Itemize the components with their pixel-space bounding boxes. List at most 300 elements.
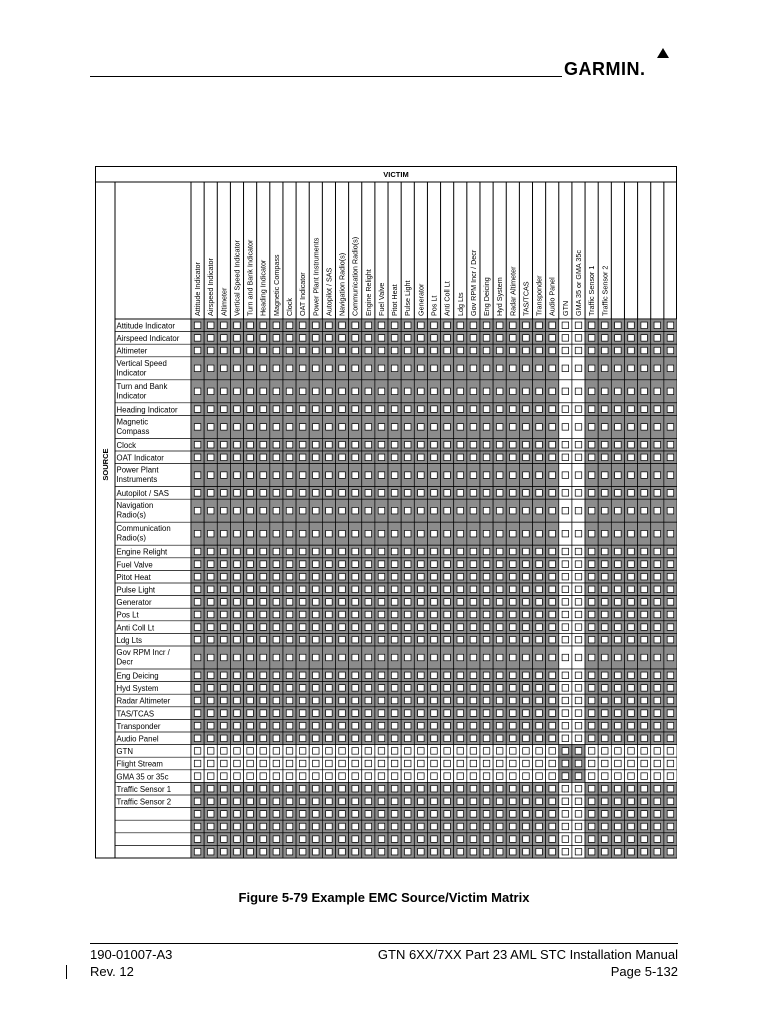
checkbox xyxy=(299,836,306,843)
checkbox xyxy=(510,773,516,780)
checkbox xyxy=(234,388,241,395)
checkbox xyxy=(641,697,648,704)
checkbox xyxy=(641,441,648,448)
checkbox xyxy=(378,811,385,818)
victim-label: Traffic Sensor 2 xyxy=(600,265,610,316)
checkbox xyxy=(207,454,214,461)
checkbox xyxy=(444,507,451,514)
checkbox xyxy=(378,472,385,479)
checkbox xyxy=(496,472,503,479)
checkbox xyxy=(588,624,595,631)
checkbox xyxy=(615,748,622,755)
checkbox xyxy=(273,722,280,729)
checkbox xyxy=(628,611,635,618)
checkbox xyxy=(194,335,201,342)
checkbox xyxy=(404,823,411,830)
garmin-logo xyxy=(564,48,676,80)
checkbox xyxy=(549,365,556,372)
checkbox xyxy=(457,490,464,497)
checkbox xyxy=(418,472,425,479)
checkbox xyxy=(247,748,254,755)
checkbox xyxy=(615,599,622,606)
checkbox xyxy=(536,454,543,461)
checkbox xyxy=(549,424,556,431)
checkbox xyxy=(523,823,530,830)
checkbox xyxy=(602,823,609,830)
checkbox xyxy=(549,347,556,354)
checkbox xyxy=(391,406,398,413)
checkbox xyxy=(667,586,674,593)
checkbox xyxy=(496,441,503,448)
checkbox xyxy=(641,424,648,431)
checkbox xyxy=(615,798,622,805)
checkbox xyxy=(483,773,490,780)
checkbox xyxy=(352,472,359,479)
victim-label: Heading Indicator xyxy=(258,259,268,316)
checkbox xyxy=(286,365,293,372)
checkbox xyxy=(299,811,306,818)
source-label: GTN xyxy=(116,747,133,757)
checkbox xyxy=(536,490,543,497)
checkbox xyxy=(470,811,477,818)
checkbox xyxy=(431,624,438,631)
checkbox xyxy=(641,836,648,843)
checkbox xyxy=(615,365,622,372)
source-label: TAS/TCAS xyxy=(116,709,155,719)
checkbox xyxy=(496,748,503,755)
checkbox xyxy=(654,811,661,818)
checkbox xyxy=(234,573,241,580)
checkbox xyxy=(234,760,241,767)
checkbox xyxy=(667,685,674,692)
checkbox xyxy=(602,573,609,580)
checkbox xyxy=(221,424,228,431)
checkbox xyxy=(365,573,372,580)
checkbox xyxy=(431,798,438,805)
checkbox xyxy=(234,424,241,431)
checkbox xyxy=(444,672,451,679)
checkbox xyxy=(378,490,385,497)
checkbox xyxy=(207,697,214,704)
checkbox xyxy=(483,548,490,555)
checkbox xyxy=(444,365,451,372)
checkbox xyxy=(431,773,438,780)
checkbox xyxy=(523,848,530,855)
checkbox xyxy=(352,586,359,593)
checkbox xyxy=(352,490,359,497)
checkbox xyxy=(615,636,622,643)
checkbox xyxy=(483,530,490,537)
checkbox xyxy=(667,785,674,792)
checkbox xyxy=(352,672,359,679)
checkbox xyxy=(536,710,543,717)
checkbox xyxy=(378,710,385,717)
victim-label: Generator xyxy=(416,283,426,316)
checkbox xyxy=(391,697,398,704)
checkbox xyxy=(470,322,477,329)
checkbox xyxy=(654,406,661,413)
checkbox xyxy=(247,573,254,580)
checkbox xyxy=(496,507,503,514)
checkbox xyxy=(326,406,333,413)
checkbox xyxy=(391,836,398,843)
checkbox xyxy=(628,823,635,830)
checkbox xyxy=(365,406,372,413)
checkbox xyxy=(628,735,635,742)
checkbox xyxy=(444,335,451,342)
checkbox xyxy=(562,406,569,413)
checkbox xyxy=(641,624,648,631)
checkbox xyxy=(602,472,609,479)
checkbox xyxy=(431,722,438,729)
checkbox xyxy=(496,811,503,818)
checkbox xyxy=(286,710,293,717)
checkbox xyxy=(523,548,530,555)
victim-label: Navigation Radio(s) xyxy=(337,252,347,316)
checkbox xyxy=(510,322,516,329)
checkbox xyxy=(562,773,569,780)
checkbox xyxy=(431,760,438,767)
checkbox xyxy=(536,624,543,631)
source-label: Clock xyxy=(116,440,136,450)
checkbox xyxy=(588,785,595,792)
checkbox xyxy=(326,322,333,329)
checkbox xyxy=(273,697,280,704)
checkbox xyxy=(562,735,569,742)
checkbox xyxy=(286,697,293,704)
checkbox xyxy=(418,697,425,704)
checkbox xyxy=(194,406,201,413)
checkbox xyxy=(313,748,320,755)
checkbox xyxy=(260,365,267,372)
checkbox xyxy=(496,798,503,805)
checkbox xyxy=(299,773,306,780)
checkbox xyxy=(523,335,530,342)
checkbox xyxy=(588,811,595,818)
checkbox xyxy=(339,335,346,342)
checkbox xyxy=(641,710,648,717)
checkbox xyxy=(470,735,477,742)
checkbox xyxy=(339,530,346,537)
checkbox xyxy=(470,836,477,843)
victim-label: Attitude Indicator xyxy=(193,262,203,316)
source-label: Engine Relight xyxy=(116,547,168,557)
checkbox xyxy=(615,441,622,448)
checkbox xyxy=(221,548,228,555)
checkbox xyxy=(588,611,595,618)
checkbox xyxy=(575,365,582,372)
checkbox xyxy=(457,335,464,342)
checkbox xyxy=(457,472,464,479)
checkbox xyxy=(286,548,293,555)
checkbox xyxy=(615,472,622,479)
checkbox xyxy=(418,654,425,661)
checkbox xyxy=(326,748,333,755)
checkbox xyxy=(247,454,254,461)
checkbox xyxy=(654,388,661,395)
checkbox xyxy=(247,848,254,855)
checkbox xyxy=(339,722,346,729)
checkbox xyxy=(641,530,648,537)
checkbox xyxy=(352,836,359,843)
checkbox xyxy=(378,406,385,413)
checkbox xyxy=(299,636,306,643)
source-label: Fuel Valve xyxy=(116,560,153,570)
checkbox xyxy=(326,454,333,461)
checkbox xyxy=(536,773,543,780)
checkbox xyxy=(549,760,556,767)
checkbox xyxy=(575,823,582,830)
checkbox xyxy=(628,406,635,413)
checkbox xyxy=(234,710,241,717)
checkbox xyxy=(194,548,201,555)
checkbox xyxy=(602,441,609,448)
checkbox xyxy=(234,735,241,742)
checkbox xyxy=(575,322,582,329)
checkbox xyxy=(483,424,490,431)
checkbox xyxy=(654,586,661,593)
checkbox xyxy=(654,697,661,704)
checkbox xyxy=(444,406,451,413)
checkbox xyxy=(549,710,556,717)
checkbox xyxy=(234,322,241,329)
source-label: Radio(s) xyxy=(116,510,146,520)
checkbox xyxy=(273,654,280,661)
checkbox xyxy=(496,848,503,855)
checkbox xyxy=(286,823,293,830)
checkbox xyxy=(221,735,228,742)
checkbox xyxy=(562,599,569,606)
checkbox xyxy=(588,490,595,497)
checkbox xyxy=(615,672,622,679)
checkbox xyxy=(378,672,385,679)
checkbox xyxy=(575,785,582,792)
checkbox xyxy=(339,347,346,354)
checkbox xyxy=(523,424,530,431)
checkbox xyxy=(391,636,398,643)
checkbox xyxy=(602,454,609,461)
checkbox xyxy=(194,530,201,537)
checkbox xyxy=(575,561,582,568)
checkbox xyxy=(667,836,674,843)
checkbox xyxy=(549,811,556,818)
checkbox xyxy=(444,785,451,792)
checkbox xyxy=(444,548,451,555)
checkbox xyxy=(575,760,582,767)
checkbox xyxy=(273,586,280,593)
checkbox xyxy=(654,322,661,329)
doc-number: 190-01007-A3 xyxy=(90,947,173,962)
change-bar xyxy=(66,965,67,979)
checkbox xyxy=(641,672,648,679)
checkbox xyxy=(562,798,569,805)
checkbox xyxy=(404,697,411,704)
checkbox xyxy=(418,530,425,537)
checkbox xyxy=(313,836,320,843)
checkbox xyxy=(234,599,241,606)
source-label: Pulse Light xyxy=(116,585,156,595)
checkbox xyxy=(260,672,267,679)
checkbox xyxy=(221,561,228,568)
checkbox xyxy=(313,636,320,643)
checkbox xyxy=(378,441,385,448)
checkbox xyxy=(575,722,582,729)
checkbox xyxy=(378,561,385,568)
checkbox xyxy=(234,685,241,692)
checkbox xyxy=(299,760,306,767)
checkbox xyxy=(313,347,320,354)
checkbox xyxy=(615,347,622,354)
checkbox xyxy=(326,735,333,742)
checkbox xyxy=(615,424,622,431)
checkbox xyxy=(602,561,609,568)
checkbox xyxy=(299,406,306,413)
checkbox xyxy=(667,654,674,661)
checkbox xyxy=(234,347,241,354)
checkbox xyxy=(470,710,477,717)
checkbox xyxy=(391,722,398,729)
checkbox xyxy=(352,748,359,755)
checkbox xyxy=(194,490,201,497)
checkbox xyxy=(444,748,451,755)
checkbox xyxy=(391,347,398,354)
checkbox xyxy=(444,710,451,717)
checkbox xyxy=(299,454,306,461)
victim-label: Magnetic Compass xyxy=(271,254,281,316)
checkbox xyxy=(339,388,346,395)
checkbox xyxy=(339,624,346,631)
checkbox xyxy=(378,773,385,780)
checkbox xyxy=(326,785,333,792)
checkbox xyxy=(641,773,648,780)
checkbox xyxy=(221,599,228,606)
checkbox xyxy=(536,322,543,329)
checkbox xyxy=(667,710,674,717)
checkbox xyxy=(207,785,214,792)
checkbox xyxy=(667,441,674,448)
victim-label: Audio Panel xyxy=(547,277,557,316)
checkbox xyxy=(483,654,490,661)
checkbox xyxy=(352,760,359,767)
checkbox xyxy=(260,388,267,395)
checkbox xyxy=(207,848,214,855)
checkbox xyxy=(496,773,503,780)
checkbox xyxy=(444,798,451,805)
checkbox xyxy=(536,823,543,830)
checkbox xyxy=(470,441,477,448)
checkbox xyxy=(444,654,451,661)
checkbox xyxy=(247,636,254,643)
checkbox xyxy=(431,823,438,830)
checkbox xyxy=(299,672,306,679)
checkbox xyxy=(260,611,267,618)
checkbox xyxy=(391,490,398,497)
checkbox xyxy=(286,685,293,692)
checkbox xyxy=(667,823,674,830)
checkbox xyxy=(260,773,267,780)
checkbox xyxy=(457,365,464,372)
checkbox xyxy=(313,322,320,329)
victim-label: Transponder xyxy=(534,275,544,316)
checkbox xyxy=(628,335,635,342)
checkbox xyxy=(615,406,622,413)
checkbox xyxy=(221,611,228,618)
checkbox xyxy=(588,335,595,342)
checkbox xyxy=(444,836,451,843)
checkbox xyxy=(602,636,609,643)
checkbox xyxy=(299,748,306,755)
checkbox xyxy=(339,599,346,606)
checkbox xyxy=(444,735,451,742)
checkbox xyxy=(221,848,228,855)
checkbox xyxy=(326,347,333,354)
source-label: Altimeter xyxy=(116,346,148,356)
checkbox xyxy=(588,586,595,593)
checkbox xyxy=(221,624,228,631)
checkbox xyxy=(247,406,254,413)
checkbox xyxy=(562,530,569,537)
checkbox xyxy=(628,490,635,497)
checkbox xyxy=(391,507,398,514)
checkbox xyxy=(654,710,661,717)
checkbox xyxy=(654,672,661,679)
checkbox xyxy=(483,685,490,692)
checkbox xyxy=(391,811,398,818)
checkbox xyxy=(536,548,543,555)
checkbox xyxy=(339,848,346,855)
checkbox xyxy=(404,611,411,618)
checkbox xyxy=(299,347,306,354)
checkbox xyxy=(326,599,333,606)
checkbox xyxy=(510,530,516,537)
checkbox xyxy=(247,490,254,497)
checkbox xyxy=(365,530,372,537)
checkbox xyxy=(483,836,490,843)
checkbox xyxy=(523,490,530,497)
checkbox xyxy=(221,722,228,729)
checkbox xyxy=(536,836,543,843)
checkbox xyxy=(496,823,503,830)
checkbox xyxy=(654,335,661,342)
checkbox xyxy=(273,573,280,580)
checkbox xyxy=(628,697,635,704)
checkbox xyxy=(615,530,622,537)
checkbox xyxy=(234,785,241,792)
checkbox xyxy=(602,388,609,395)
victim-label: Hyd System xyxy=(495,277,505,316)
checkbox xyxy=(510,798,516,805)
checkbox xyxy=(536,748,543,755)
checkbox xyxy=(221,760,228,767)
checkbox xyxy=(286,811,293,818)
checkbox xyxy=(562,760,569,767)
checkbox xyxy=(378,388,385,395)
checkbox xyxy=(404,322,411,329)
checkbox xyxy=(313,335,320,342)
checkbox xyxy=(575,599,582,606)
checkbox xyxy=(260,347,267,354)
checkbox xyxy=(378,636,385,643)
checkbox xyxy=(313,406,320,413)
source-label: Pos Lt xyxy=(116,610,139,620)
checkbox xyxy=(562,685,569,692)
checkbox xyxy=(549,823,556,830)
checkbox xyxy=(536,636,543,643)
checkbox xyxy=(654,507,661,514)
checkbox xyxy=(483,573,490,580)
checkbox xyxy=(326,573,333,580)
checkbox xyxy=(313,697,320,704)
